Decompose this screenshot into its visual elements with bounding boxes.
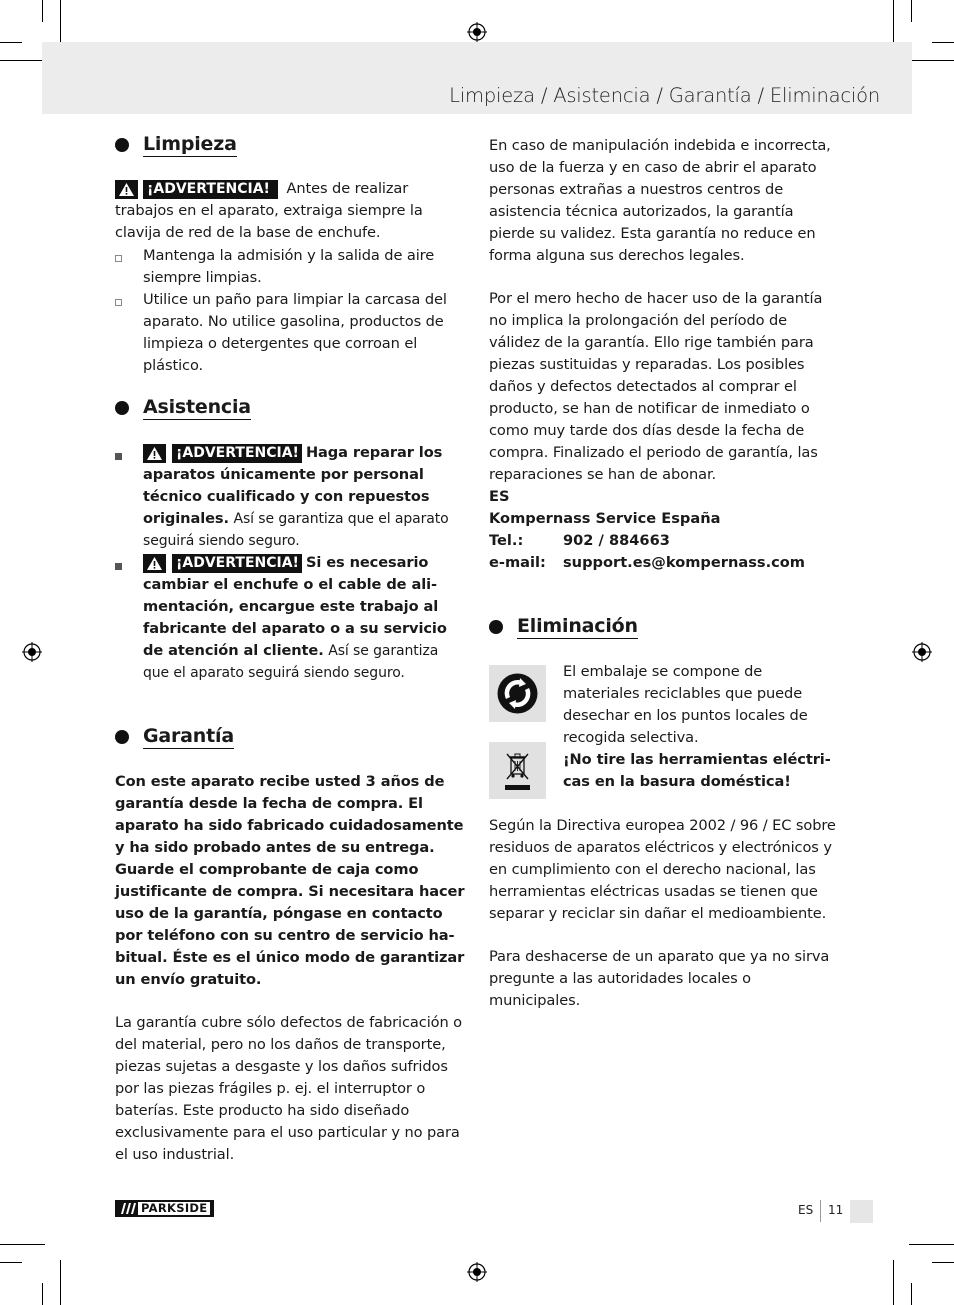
garantia-bold-paragraph: Con este aparato recibe usted 3 años de garantía desde la fecha de compra. El aparato ha sido fabricado cuidadosamente y ha sido probado antes de su entrega. Guarde el comprobante de caja como justificante de compra. Si necesitara hacer uso de la garantía, póngase en contacto por teléfono con su centro de servicio habitual. Éste es el único modo de garantizar un envío gratuito. <box>115 773 465 988</box>
limpieza-warning-text: Antes de realizar trabajos en el aparato, extraiga siempre la clavija de red de la base de enchufe. <box>115 180 423 241</box>
crop-mark <box>911 1283 912 1305</box>
garantia-paragraph: En caso de manipulación indebida e incorrecta, uso de la fuerza y en caso de abrir el aparato personas extrañas a nuestros centros de asistencia técnica autorizados, la garantía pierde su validez. Esta garantía no reduce en forma alguna sus derechos legales. <box>489 137 831 264</box>
contact-email-value[interactable]: support.es@kompernass.com <box>563 554 806 571</box>
page-title: Limpieza / Asistencia / Garantía / Eliminación <box>449 84 880 107</box>
parkside-logo <box>115 1200 214 1217</box>
square-bullet <box>115 563 122 570</box>
crop-mark <box>60 1260 61 1305</box>
crop-mark <box>932 1262 954 1263</box>
weee-warning: ¡No tire las herramientas eléctricas en la basura doméstica! <box>563 751 831 790</box>
crop-mark <box>932 42 954 43</box>
garantia-paragraph: Por el mero hecho de hacer uso de la garantía no implica la prolongación del período de válidez de la garantía. Ello rige también para piezas sustituidas y reparadas. Los posibles daños y defectos detectados al comprar el producto, se han de notificar de inmediato o como muy tarde dos días desde la fecha de compra. Finalizado el periodo de garantía, las reparaciones se han de abonar. <box>489 290 823 483</box>
list-item: ¡ADVERTENCIA! Haga reparar los aparatos únicamente por personal técnico cualificado y con repuestos originales. Así se garantiza que el aparato seguirá siendo seguro. <box>115 442 465 552</box>
page-number: 11 <box>828 1203 844 1217</box>
service-contact <box>489 486 841 574</box>
limpieza-warning <box>115 178 465 244</box>
square-bullet <box>115 453 122 460</box>
page-tab <box>850 1200 873 1223</box>
crop-mark <box>0 42 22 43</box>
eliminacion-paragraph: Para deshacerse de un aparato que ya no sirva pregunte a las autoridades locales o municipales. <box>489 948 830 1009</box>
registration-mark-icon <box>467 1262 487 1282</box>
hollow-square-bullet <box>115 299 122 306</box>
slash-stripes-icon <box>117 1200 139 1217</box>
bullet-dot-icon <box>115 401 129 415</box>
section-heading-eliminacion: Eliminación <box>489 615 638 639</box>
contact-tel-label: Tel.: <box>489 532 524 549</box>
contact-country: ES <box>489 488 510 505</box>
list-item: Utilice un paño para limpiar la carcasa del aparato. No utilice gasolina, productos de limpieza o detergentes que corroan el plástico. <box>115 289 465 377</box>
registration-mark-icon <box>22 642 42 662</box>
green-dot-recycling-icon <box>489 665 546 722</box>
contact-company: Kompernass Service España <box>489 510 721 527</box>
crop-mark <box>42 0 43 22</box>
contact-email-label: e-mail: <box>489 554 546 571</box>
language-code: ES <box>798 1203 814 1217</box>
crop-mark <box>893 1260 894 1305</box>
crop-mark <box>0 60 45 61</box>
list-item: ¡ADVERTENCIA! Si es necesario cambiar el enchufe o el cable de alimentación, encargue este trabajo al fabricante del aparato o a su servicio de atención al cliente. Así se garantiza que el aparato seguirá siendo seguro. <box>115 552 465 684</box>
crop-mark <box>909 1244 954 1245</box>
hollow-square-bullet <box>115 255 122 262</box>
section-heading-garantia: Garantía <box>115 725 234 749</box>
crop-mark <box>0 1262 22 1263</box>
warning-triangle-icon <box>143 554 166 573</box>
footer-divider <box>820 1200 821 1222</box>
contact-tel-value: 902 / 884663 <box>563 532 670 549</box>
bullet-dot-icon <box>115 138 129 152</box>
garantia-paragraph: La garantía cubre sólo defectos de fabricación o del material, pero no los daños de transporte, piezas sujetas a desgaste y los daños sufridos por las piezas frágiles p. ej. el interruptor o baterías. Este producto ha sido diseñado exclusivamente para el uso particular y no para el uso industrial. <box>115 1014 463 1163</box>
eliminacion-paragraph: Según la Directiva europea 2002 / 96 / EC sobre residuos de aparatos eléctricos y electrónicos y en cumplimiento con el derecho nacional, las herramientas eléctricas usadas se tienen que separar y reciclar sin dañar el medioambiente. <box>489 817 836 922</box>
bullet-dot-icon <box>489 620 503 634</box>
crop-mark <box>0 1244 45 1245</box>
section-heading-asistencia: Asistencia <box>115 396 251 420</box>
packaging-text: El embalaje se compone de materiales reciclables que puede desechar en los puntos locales de recogida selectiva. <box>563 663 808 746</box>
registration-mark-icon <box>467 22 487 42</box>
warning-label: ¡ADVERTENCIA! <box>172 444 302 463</box>
section-heading-limpieza: Limpieza <box>115 133 237 157</box>
crop-mark <box>60 0 61 45</box>
warning-label: ¡ADVERTENCIA! <box>172 554 302 573</box>
crop-mark <box>911 0 912 22</box>
crossed-out-bin-icon <box>489 742 546 799</box>
list-item: Mantenga la admisión y la salida de aire siempre limpias. <box>115 245 465 289</box>
warning-triangle-icon <box>115 180 138 199</box>
crop-mark <box>909 60 954 61</box>
bullet-dot-icon <box>115 730 129 744</box>
warning-triangle-icon <box>143 444 166 463</box>
registration-mark-icon <box>912 642 932 662</box>
crop-mark <box>893 0 894 45</box>
brand-name: PARKSIDE <box>138 1202 210 1215</box>
crop-mark <box>42 1283 43 1305</box>
warning-label: ¡ADVERTENCIA! <box>143 180 278 199</box>
